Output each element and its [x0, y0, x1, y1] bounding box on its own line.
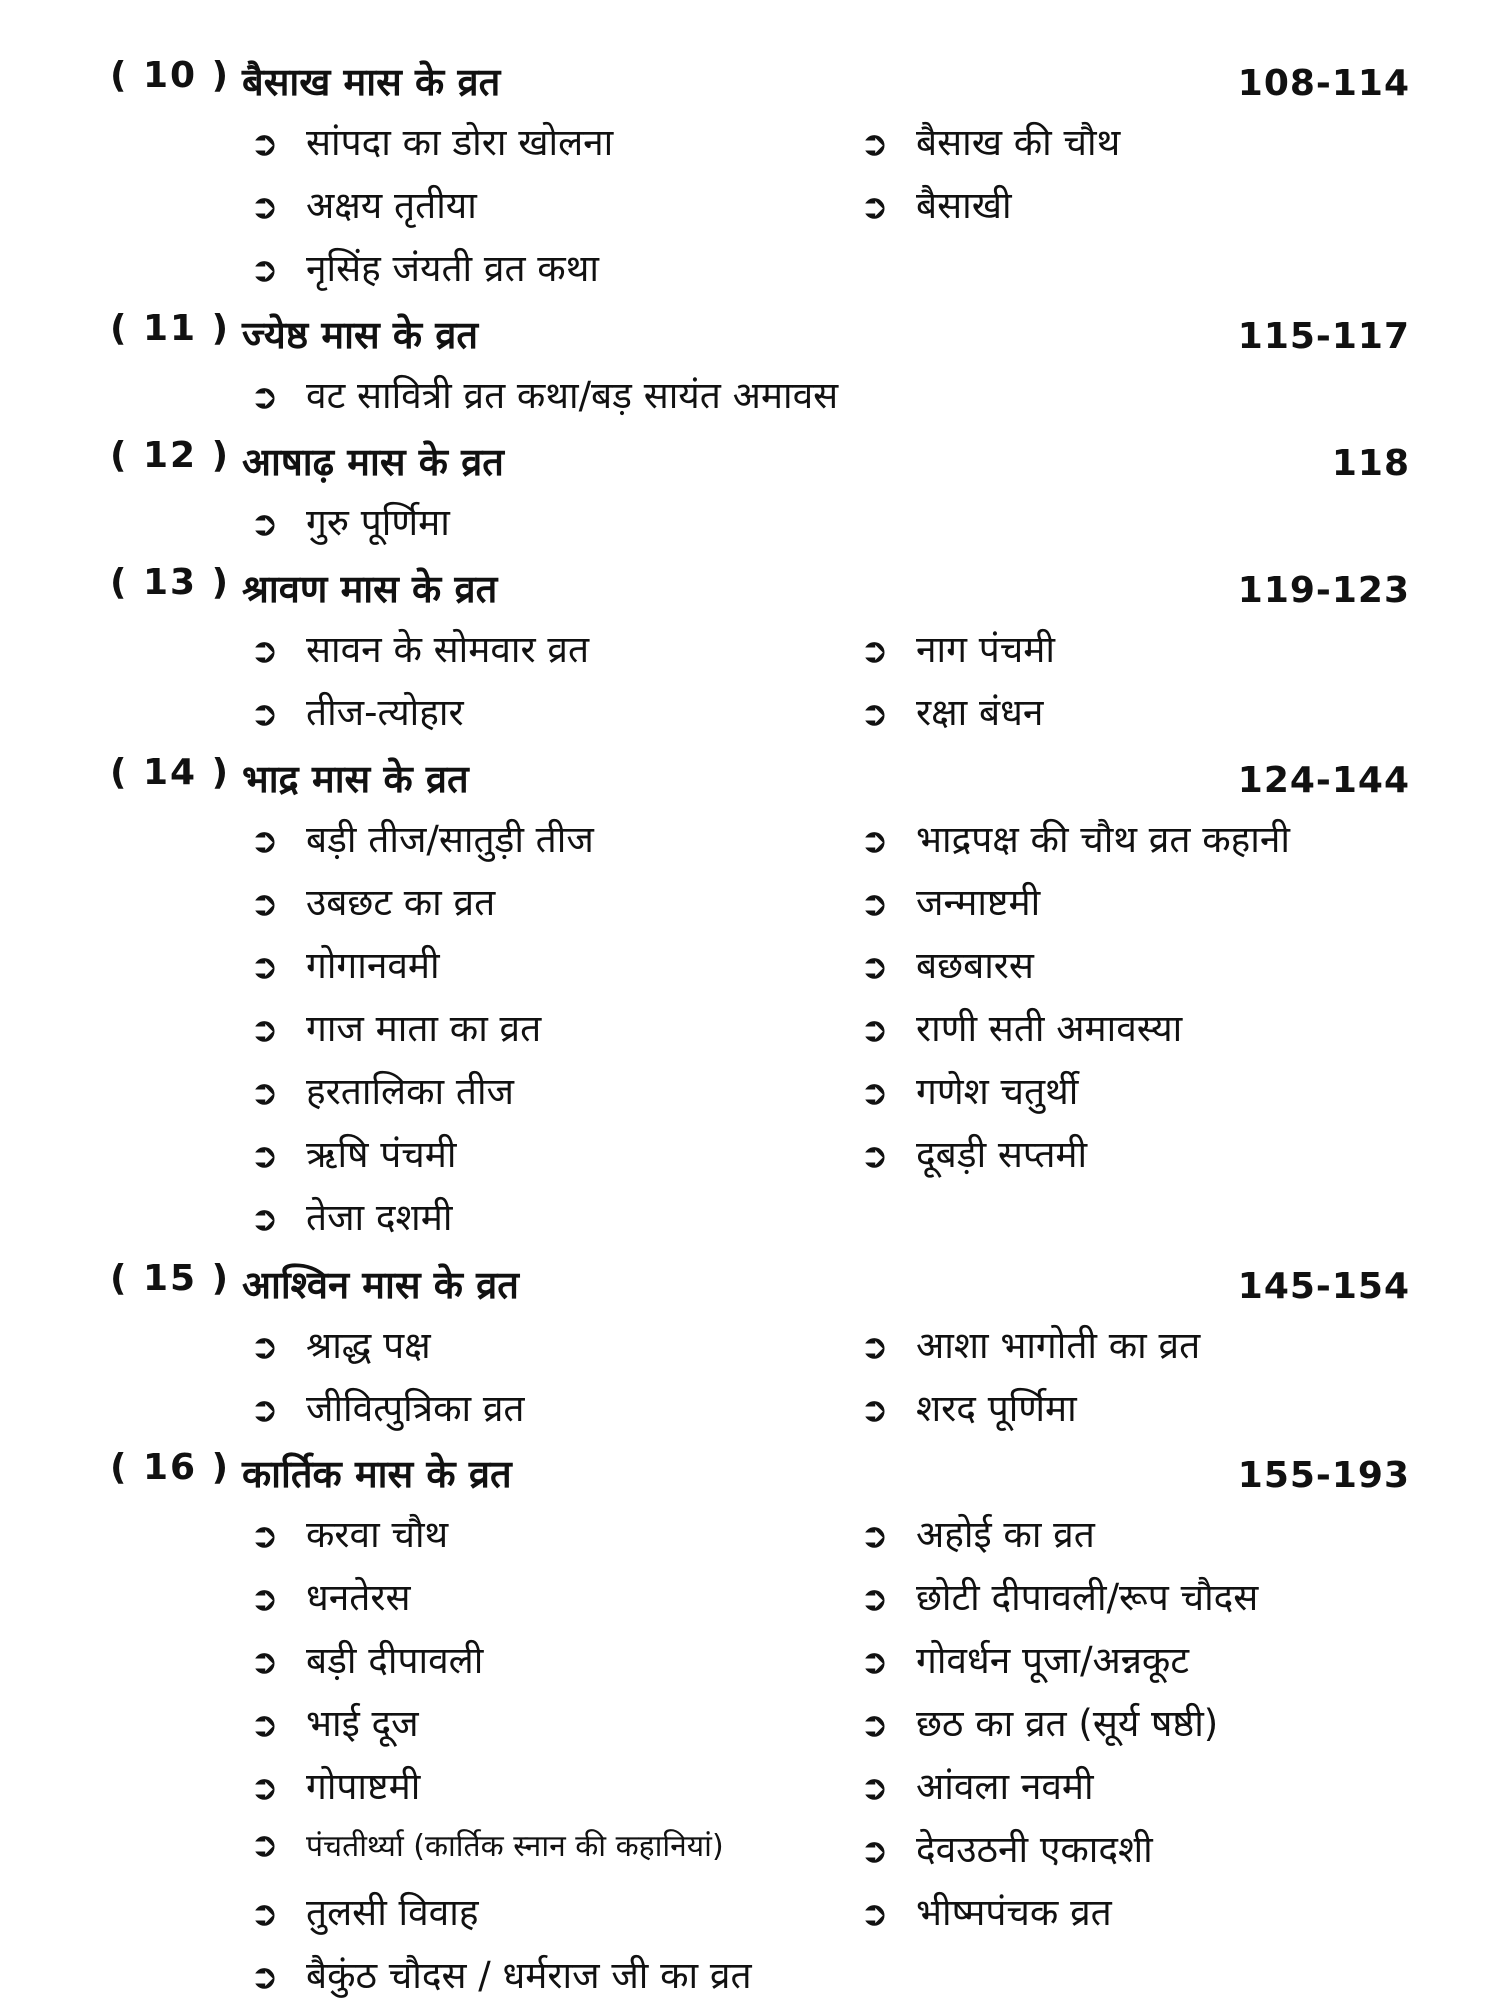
item-list [250, 1318, 1410, 1444]
arrow-bullet-icon: ➲ [860, 1831, 889, 1871]
list-row [250, 495, 1410, 558]
arrow-bullet-icon: ➲ [250, 1136, 279, 1176]
section-header [110, 752, 1410, 812]
list-item: ➲ छठ का व्रत (सूर्य षष्ठी) [860, 1702, 1219, 1745]
arrow-bullet-icon: ➲ [250, 1010, 279, 1050]
list-item: ➲ भीष्मपंचक व्रत [860, 1891, 1112, 1934]
arrow-bullet-icon: ➲ [250, 1073, 279, 1113]
list-item: ➲ भाद्रपक्ष की चौथ व्रत कहानी [860, 818, 1290, 861]
section-number: ( 10 ) [110, 55, 231, 96]
arrow-bullet-icon: ➲ [250, 884, 279, 924]
section-11 [110, 308, 1410, 431]
list-row [250, 115, 1410, 178]
section-10 [110, 55, 1410, 304]
arrow-bullet-icon: ➲ [860, 1010, 889, 1050]
section-13 [110, 562, 1410, 748]
arrow-bullet-icon: ➲ [860, 1894, 889, 1934]
arrow-bullet-icon: ➲ [860, 187, 889, 227]
section-15 [110, 1258, 1410, 1444]
arrow-bullet-icon: ➲ [250, 1579, 279, 1619]
page-range: 155-193 [1237, 1455, 1410, 1496]
section-12 [110, 435, 1410, 558]
page-range: 108-114 [1237, 63, 1410, 104]
list-row [250, 1948, 1410, 2011]
item-list [250, 495, 1410, 558]
section-14 [110, 752, 1410, 1253]
list-row [250, 1507, 1410, 1570]
list-row [250, 1127, 1410, 1190]
arrow-bullet-icon: ➲ [860, 1705, 889, 1745]
arrow-bullet-icon: ➲ [860, 1073, 889, 1113]
list-item: ➲ बड़ी दीपावली [250, 1639, 484, 1682]
list-item: ➲ जीवित्पुत्रिका व्रत [250, 1387, 525, 1430]
item-list [250, 115, 1410, 304]
arrow-bullet-icon: ➲ [250, 1768, 279, 1808]
section-number: ( 15 ) [110, 1258, 231, 1299]
list-item: ➲ गणेश चतुर्थी [860, 1070, 1079, 1113]
list-row [250, 1381, 1410, 1444]
list-item: ➲ नाग पंचमी [860, 628, 1055, 671]
section-title: आश्विन मास के व्रत [242, 1263, 519, 1307]
section-title: आषाढ़ मास के व्रत [242, 440, 504, 484]
section-title: ज्येष्ठ मास के व्रत [242, 313, 479, 357]
list-row [250, 1001, 1410, 1064]
section-header [110, 562, 1410, 622]
arrow-bullet-icon: ➲ [860, 947, 889, 987]
arrow-bullet-icon: ➲ [860, 884, 889, 924]
list-item: ➲ करवा चौथ [250, 1513, 449, 1556]
arrow-bullet-icon: ➲ [860, 1642, 889, 1682]
item-list [250, 368, 1410, 431]
arrow-bullet-icon: ➲ [250, 821, 279, 861]
list-row [250, 1570, 1410, 1633]
list-item: ➲ हरतालिका तीज [250, 1070, 515, 1113]
list-item: ➲ आशा भागोती का व्रत [860, 1324, 1201, 1367]
list-item: ➲ सांपदा का डोरा खोलना [250, 121, 614, 164]
arrow-bullet-icon: ➲ [860, 1516, 889, 1556]
arrow-bullet-icon: ➲ [250, 1957, 279, 1997]
list-item: ➲ बैकुंठ चौदस / धर्मराज जी का व्रत [250, 1954, 752, 1997]
list-item: ➲ राणी सती अमावस्या [860, 1007, 1183, 1050]
list-item: ➲ बैसाख की चौथ [860, 121, 1121, 164]
arrow-bullet-icon: ➲ [250, 694, 279, 734]
list-row [250, 1822, 1410, 1885]
section-header [110, 55, 1410, 115]
list-item: ➲ दूबड़ी सप्तमी [860, 1133, 1088, 1176]
arrow-bullet-icon: ➲ [860, 1579, 889, 1619]
list-item: ➲ तुलसी विवाह [250, 1891, 479, 1934]
item-list [250, 622, 1410, 748]
arrow-bullet-icon: ➲ [860, 1327, 889, 1367]
arrow-bullet-icon: ➲ [250, 1642, 279, 1682]
list-row [250, 241, 1410, 304]
page-range: 124-144 [1237, 760, 1410, 801]
arrow-bullet-icon: ➲ [860, 124, 889, 164]
list-row [250, 1696, 1410, 1759]
list-item: ➲ बड़ी तीज/सातुड़ी तीज [250, 818, 594, 861]
list-item: ➲ वट सावित्री व्रत कथा/बड़ सायंत अमावस [250, 374, 839, 417]
list-item: ➲ गाज माता का व्रत [250, 1007, 542, 1050]
list-item: ➲ शरद पूर्णिमा [860, 1387, 1077, 1430]
section-title: बैसाख मास के व्रत [242, 60, 501, 104]
arrow-bullet-icon: ➲ [250, 250, 279, 290]
list-item: ➲ आंवला नवमी [860, 1765, 1094, 1808]
section-number: ( 13 ) [110, 562, 231, 603]
list-item: ➲ सावन के सोमवार व्रत [250, 628, 590, 671]
page-range: 119-123 [1237, 570, 1410, 611]
arrow-bullet-icon: ➲ [250, 1516, 279, 1556]
list-item: ➲ नृसिंह जंयती व्रत कथा [250, 247, 599, 290]
list-item: ➲ गोपाष्टमी [250, 1765, 421, 1808]
list-item: ➲ अहोई का व्रत [860, 1513, 1095, 1556]
list-item: ➲ धनतेरस [250, 1576, 411, 1619]
list-item: ➲ भाई दूज [250, 1702, 419, 1745]
list-item: ➲ उबछट का व्रत [250, 881, 496, 924]
list-row [250, 1064, 1410, 1127]
list-row [250, 1318, 1410, 1381]
list-item: ➲ ऋषि पंचमी [250, 1133, 457, 1176]
section-title: कार्तिक मास के व्रत [242, 1452, 512, 1496]
list-row [250, 1885, 1410, 1948]
list-item: ➲ पंचतीर्थ्या (कार्तिक स्नान की कहानियां) [250, 1825, 724, 1865]
list-item: ➲ छोटी दीपावली/रूप चौदस [860, 1576, 1259, 1619]
item-list [250, 1507, 1410, 2011]
section-title: भाद्र मास के व्रत [242, 757, 469, 801]
section-header [110, 308, 1410, 368]
list-item: ➲ तीज-त्योहार [250, 691, 464, 734]
list-item: ➲ बैसाखी [860, 184, 1012, 227]
list-item: ➲ गोगानवमी [250, 944, 440, 987]
list-item: ➲ गुरु पूर्णिमा [250, 501, 450, 544]
list-row [250, 812, 1410, 875]
arrow-bullet-icon: ➲ [250, 504, 279, 544]
arrow-bullet-icon: ➲ [860, 821, 889, 861]
arrow-bullet-icon: ➲ [250, 124, 279, 164]
arrow-bullet-icon: ➲ [250, 187, 279, 227]
list-row [250, 875, 1410, 938]
list-item: ➲ गोवर्धन पूजा/अन्नकूट [860, 1639, 1189, 1682]
list-row [250, 368, 1410, 431]
arrow-bullet-icon: ➲ [250, 1894, 279, 1934]
section-header [110, 435, 1410, 495]
list-item: ➲ अक्षय तृतीया [250, 184, 477, 227]
list-item: ➲ देवउठनी एकादशी [860, 1828, 1153, 1871]
list-row [250, 1190, 1410, 1253]
list-item: ➲ तेजा दशमी [250, 1196, 453, 1239]
list-row [250, 1633, 1410, 1696]
page-range: 118 [1331, 443, 1410, 484]
arrow-bullet-icon: ➲ [250, 947, 279, 987]
section-number: ( 14 ) [110, 752, 231, 793]
section-title: श्रावण मास के व्रत [242, 567, 498, 611]
arrow-bullet-icon: ➲ [860, 1136, 889, 1176]
arrow-bullet-icon: ➲ [250, 1199, 279, 1239]
section-header [110, 1447, 1410, 1507]
arrow-bullet-icon: ➲ [250, 631, 279, 671]
arrow-bullet-icon: ➲ [250, 377, 279, 417]
section-number: ( 16 ) [110, 1447, 231, 1488]
list-row [250, 178, 1410, 241]
list-item: ➲ श्राद्ध पक्ष [250, 1324, 431, 1367]
arrow-bullet-icon: ➲ [250, 1327, 279, 1367]
item-list [250, 812, 1410, 1253]
list-item: ➲ बछबारस [860, 944, 1034, 987]
list-item: ➲ रक्षा बंधन [860, 691, 1044, 734]
arrow-bullet-icon: ➲ [250, 1705, 279, 1745]
list-row [250, 622, 1410, 685]
arrow-bullet-icon: ➲ [860, 1390, 889, 1430]
arrow-bullet-icon: ➲ [860, 631, 889, 671]
section-number: ( 12 ) [110, 435, 231, 476]
arrow-bullet-icon: ➲ [860, 694, 889, 734]
section-number: ( 11 ) [110, 308, 231, 349]
section-header [110, 1258, 1410, 1318]
list-item: ➲ जन्माष्टमी [860, 881, 1041, 924]
page-range: 115-117 [1237, 316, 1410, 357]
list-row [250, 938, 1410, 1001]
arrow-bullet-icon: ➲ [860, 1768, 889, 1808]
page-range: 145-154 [1237, 1266, 1410, 1307]
section-16 [110, 1447, 1410, 2011]
list-row [250, 685, 1410, 748]
arrow-bullet-icon: ➲ [250, 1825, 279, 1865]
list-row [250, 1759, 1410, 1822]
arrow-bullet-icon: ➲ [250, 1390, 279, 1430]
